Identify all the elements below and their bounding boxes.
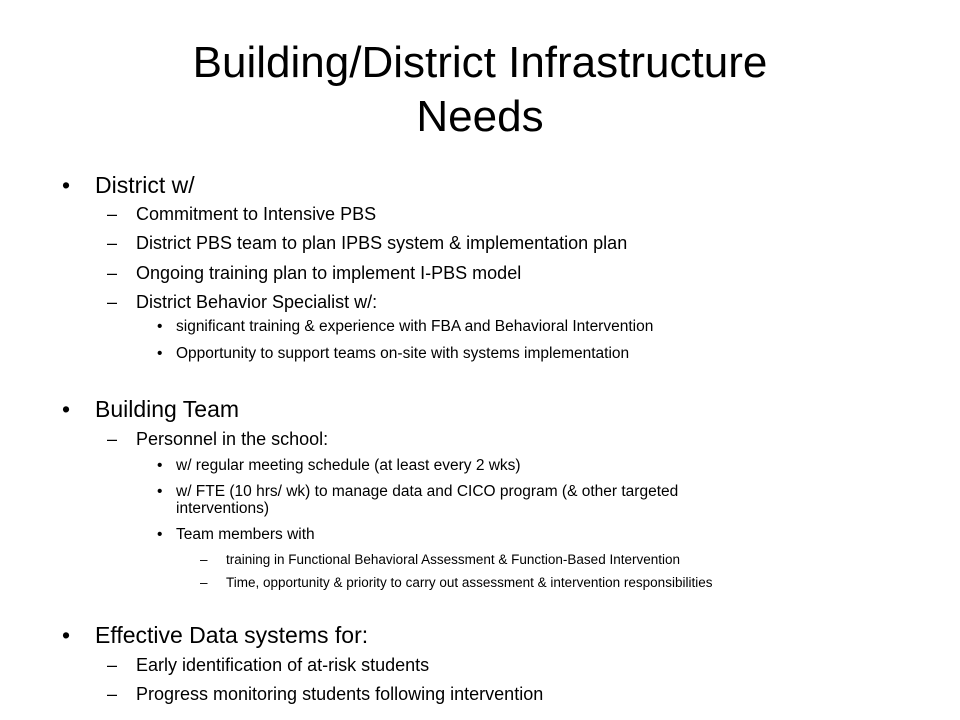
dash-marker: – <box>107 655 118 675</box>
building-item: Personnel in the school: <box>136 429 329 449</box>
district-heading: District w/ <box>95 172 195 198</box>
bullet-marker: • <box>157 526 163 543</box>
building-subitem-continued: interventions) <box>176 500 270 517</box>
bullet-marker: • <box>62 622 71 648</box>
dash-marker: – <box>200 552 208 567</box>
bullet-marker: • <box>62 396 71 422</box>
team-item: training in Functional Behavioral Assessment & Function-Based Intervention <box>226 552 680 567</box>
dash-marker: – <box>107 429 118 449</box>
slide-title-line-2: Needs <box>416 92 544 141</box>
data-item: Early identification of at-risk students <box>136 655 430 675</box>
dash-marker: – <box>200 575 208 590</box>
bullet-marker: • <box>157 345 163 362</box>
bullet-marker: • <box>62 172 71 198</box>
data-heading: Effective Data systems for: <box>95 622 369 648</box>
district-item: District PBS team to plan IPBS system & implementation plan <box>136 233 628 253</box>
district-item: Ongoing training plan to implement I-PBS model <box>136 263 522 283</box>
slide-title-line-1: Building/District Infrastructure <box>192 38 768 87</box>
building-subitem: w/ FTE (10 hrs/ wk) to manage data and CICO program (& other targeted <box>176 483 679 500</box>
building-subitem: w/ regular meeting schedule (at least every 2 wks) <box>176 457 521 474</box>
district-item: District Behavior Specialist w/: <box>136 292 378 312</box>
specialist-item: significant training & experience with FBA and Behavioral Intervention <box>176 318 654 335</box>
dash-marker: – <box>107 204 118 224</box>
dash-marker: – <box>107 292 118 312</box>
building-subitem: Team members with <box>176 526 315 543</box>
dash-marker: – <box>107 263 118 283</box>
dash-marker: – <box>107 684 118 704</box>
team-item: Time, opportunity & priority to carry out assessment & intervention responsibilities <box>226 575 713 590</box>
building-heading: Building Team <box>95 396 240 422</box>
data-item: Progress monitoring students following intervention <box>136 684 544 704</box>
bullet-marker: • <box>157 483 163 500</box>
bullet-marker: • <box>157 318 163 335</box>
district-item: Commitment to Intensive PBS <box>136 204 377 224</box>
specialist-item: Opportunity to support teams on-site with systems implementation <box>176 345 630 362</box>
bullet-marker: • <box>157 457 163 474</box>
dash-marker: – <box>107 233 118 253</box>
